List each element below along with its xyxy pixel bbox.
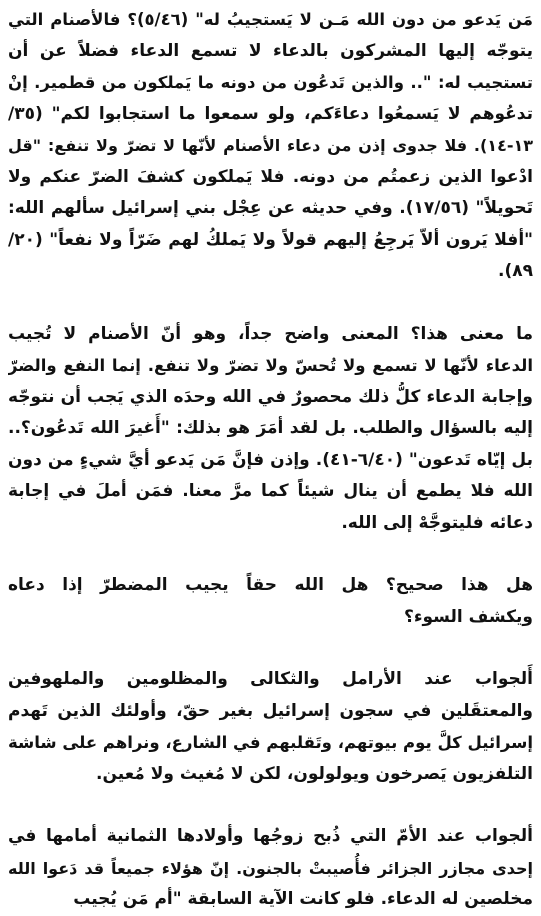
text-line: تستجيب له: ".. والذين تَدعُون من دونه ما يَملكون من قطمير. إنْ (8, 73, 533, 92)
paragraph-answer-mother (8, 821, 533, 916)
text-line: الدعاء لأنّها لا تسمع ولا تُحسّ ولا تضرّ ولا تنفع. إنما النفع والضرّ (8, 356, 533, 375)
text-line: يتوجّه إليها المشركون بالدعاء لا تسمع الدعاء فضلاً عن أن (8, 40, 533, 61)
text-line: تَحويلاً" (١٧/٥٦). وفي حديثه عن عِجْل بني إسرائيل سألهم الله: (8, 198, 533, 218)
paragraph-gap (8, 790, 533, 821)
text-line: هل هذا صحيح؟ هل الله حقاً يجيب المضطرّ إذا دعاه (8, 575, 533, 595)
paragraph-answer-widows (8, 664, 533, 790)
text-line: ويكشف السوء؟ (403, 606, 533, 627)
paragraph-gap (8, 288, 533, 319)
text-line: ادْعوا الذين زعمتُم من دونه. فلا يَملكون كشفَ الضرّ عنكم ولا (8, 166, 533, 187)
text-line: أَلجواب عند الأرامل والثكالى والمظلومين والملهوفين (8, 669, 533, 689)
text-line: إحدى مجازر الجزائر فأُصيبتْ بالجنون. إنّ هؤلاء جميعاً قد دَعوا الله (8, 858, 533, 878)
text-line: بل إيّاه تَدعون" (٦/٤٠-٤١). وإذن فإنَّ مَن يَدعو أيَّ شيءٍ من دون (8, 449, 533, 470)
text-line: إليه بالسؤال والطلب. بل لقد أمَرَ هو بذلك: "أَغيرَ الله تَدعُون؟.. (8, 418, 533, 438)
text-line: مخلصين له الدعاء. فلو كانت الآية السابقة "أم مَن يُجيب (73, 889, 533, 909)
text-line: الله فلا يطمع أن ينال شيئاً كما مرَّ معنا. فمَن أملَ في إجابة (8, 481, 533, 501)
text-line: إسرائيل كلَّ يوم بيوتهم، وتَقلبهم في الشارع، ونراهم على شاشة (8, 733, 533, 752)
text-line: ألجواب عند الأمّ التي ذُبح زوجُها وأولادها الثمانية أمامها في (8, 826, 533, 846)
text-line: ٨٩). (498, 261, 533, 281)
paragraph-idols (8, 4, 533, 288)
text-line: التلفزيون يَصرخون ويولولون، لكن لا مُغيث ولا مُعين. (96, 763, 533, 784)
text-line: مَن يَدعو من دون الله مَـن لا يَستجيبُ له" (٥/٤٦)؟ فالأصنام التي (8, 10, 533, 29)
text-line: والمعتقَلين في سجون إسرائيل بغير حقّ، وأولئك الذين تَهدم (8, 700, 533, 721)
text-line: وإجابة الدعاء كلُّ ذلك محصورٌ في الله وحدَه الذي يَجب أن نتوجّه (8, 386, 533, 407)
text-line: ما معنى هذا؟ المعنى واضح جداً، وهو أنّ الأصنام لا تُجيب (8, 323, 533, 344)
paragraph-gap (8, 539, 533, 570)
paragraph-meaning (8, 319, 533, 540)
paragraph-gap (8, 633, 533, 664)
text-line: تدعُوهم لا يَسمعُوا دعاءَكم، ولو سمعوا ما استجابوا لكم" (٣٥/ (8, 103, 533, 124)
text-line: ١٣-١٤). فلا جدوى إذن من دعاء الأصنام لأنّها لا تضرّ ولا تنفع: "قل (8, 136, 533, 155)
paragraph-question (8, 570, 533, 633)
text-line: "أفلا يَرون ألاّ يَرجِعُ إليهم قولاً ولا يَملكُ لهم ضَرّاً ولا نفعاً" (٢٠/ (8, 229, 533, 250)
text-line: دعائه فليتوجَّهْ إلى الله. (341, 512, 533, 533)
